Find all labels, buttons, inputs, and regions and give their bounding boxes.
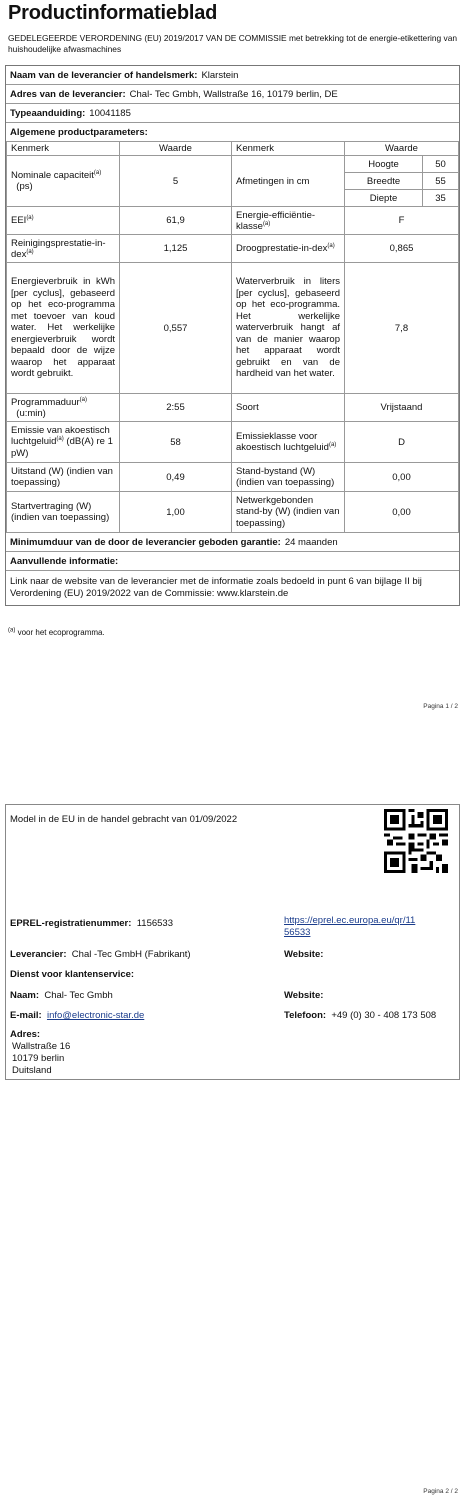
email-row bbox=[10, 1010, 144, 1021]
network-standby-label: Netwerkgebonden stand-by (W) (indien van toepassing) bbox=[232, 492, 345, 533]
energy-consumption-label: Energieverbruik in kWh [per cyclus], gebaseerd op het eco-programma met toevoer van koud water. Het werkelijke energieverbruik wordt bepaald door de wijze waarop het apparaat wordt gebruikt. bbox=[7, 263, 120, 394]
name-row bbox=[10, 990, 113, 1001]
cleaning-value: 1,125 bbox=[120, 235, 232, 263]
header-value-2: Waarde bbox=[345, 142, 459, 156]
water-consumption-value: 7,8 bbox=[345, 263, 459, 394]
supplier-row bbox=[10, 949, 191, 960]
type-value: Vrijstaand bbox=[345, 394, 459, 422]
address-line-3: Duitsland bbox=[12, 1065, 52, 1076]
address-line-1: Wallstraße 16 bbox=[12, 1041, 71, 1052]
supplier-value: Chal -Tec GmbH (Fabrikant) bbox=[71, 949, 191, 960]
supplier-value: Klarstein bbox=[201, 69, 239, 81]
header-value-1: Waarde bbox=[120, 142, 232, 156]
drying-label: Droogprestatie-in-dex$^{(a)}$ bbox=[232, 235, 345, 263]
standby-value: 0,00 bbox=[345, 463, 459, 492]
header-characteristic-2: Kenmerk bbox=[232, 142, 345, 156]
product-info-table bbox=[5, 65, 460, 606]
phone-value: +49 (0) 30 - 408 173 508 bbox=[331, 1010, 437, 1021]
extra-info-text: Link naar de website van de leverancier met de informatie zoals bedoeld in punt 6 van bijlage II bij Verordening (EU) 2019/2022 van de Commissie: www.klarstein.de bbox=[10, 576, 422, 599]
email-label: E-mail: bbox=[10, 1010, 42, 1021]
parameters-table bbox=[6, 141, 459, 533]
energy-class-label: Energie-efficiëntie-klasse$^{(a)}$ bbox=[232, 207, 345, 235]
warranty-value: 24 maanden bbox=[284, 536, 338, 548]
regulation-text: GEDELEGEERDE VERORDENING (EU) 2019/2017 VAN DE COMMISSIE met betrekking tot de energie-etikettering van huishoudelijke afwasmachines bbox=[8, 33, 458, 54]
model-label: Typeaanduiding: bbox=[10, 107, 86, 119]
supplier-label: Leverancier: bbox=[10, 949, 67, 960]
capacity-label: Nominale capaciteit$^{(a)}$ (ps) bbox=[7, 156, 120, 207]
qr-code bbox=[384, 809, 448, 873]
phone-label: Telefoon: bbox=[284, 1010, 327, 1021]
website2-label: Website: bbox=[284, 990, 324, 1001]
warranty-row bbox=[6, 533, 459, 552]
dimensions-values bbox=[345, 156, 459, 207]
page-2 bbox=[0, 750, 464, 1500]
phone-row bbox=[284, 1010, 436, 1021]
width-value: 55 bbox=[423, 173, 458, 190]
warranty-label: Minimumduur van de door de leverancier geboden garantie: bbox=[10, 536, 281, 548]
page-number-1: Pagina 1 / 2 bbox=[423, 703, 458, 710]
noise-class-label: Emissieklasse voor akoestisch luchtgeluid$^{(a)}$ bbox=[232, 422, 345, 463]
eprel-link-line-1[interactable]: https://eprel.ec.europa.eu/qr/11 bbox=[284, 915, 416, 926]
eprel-link-line-2[interactable]: 56533 bbox=[284, 927, 311, 938]
water-consumption-label: Waterverbruik in liters [per cyclus], gebaseerd op het eco-programma. Het werkelijke waterverbruik hangt af van de manier waarop het apparaat wordt gebruikt en van de hardheid van het water. bbox=[232, 263, 345, 394]
supplier-card bbox=[5, 804, 460, 1080]
email-link[interactable]: info@electronic-star.de bbox=[46, 1010, 145, 1021]
placed-on-market-text: Model in de EU in de handel gebracht van 01/09/2022 bbox=[10, 814, 238, 825]
energy-consumption-value: 0,557 bbox=[120, 263, 232, 394]
document-title: Productinformatieblad bbox=[8, 2, 218, 24]
model-value: 10041185 bbox=[89, 107, 131, 119]
noise-class-value: D bbox=[345, 422, 459, 463]
eei-label: EEI$^{(a)}$ bbox=[7, 207, 120, 235]
header-characteristic-1: Kenmerk bbox=[7, 142, 120, 156]
eprel-value: 1156533 bbox=[136, 918, 173, 929]
depth-value: 35 bbox=[423, 190, 458, 207]
cleaning-label: Reinigingsprestatie-in-dex$^{(a)}$ bbox=[7, 235, 120, 263]
supplier-row bbox=[6, 66, 459, 85]
noise-value: 58 bbox=[120, 422, 232, 463]
eprel-row bbox=[10, 918, 173, 929]
customer-service-label: Dienst voor klantenservice: bbox=[10, 969, 135, 980]
name-value: Chal- Tec Gmbh bbox=[44, 990, 113, 1001]
model-row bbox=[6, 104, 459, 123]
address-value: Chal- Tec Gmbh, Wallstraße 16, 10179 berlin, DE bbox=[129, 88, 338, 100]
extra-info-label: Aanvullende informatie: bbox=[10, 555, 119, 567]
general-label: Algemene productparameters: bbox=[10, 126, 148, 138]
dimensions-label: Afmetingen in cm bbox=[232, 156, 345, 207]
address-row bbox=[6, 85, 459, 104]
energy-class-value: F bbox=[345, 207, 459, 235]
network-standby-value: 0,00 bbox=[345, 492, 459, 533]
capacity-value: 5 bbox=[120, 156, 232, 207]
general-row bbox=[6, 123, 459, 141]
name-label: Naam: bbox=[10, 990, 40, 1001]
height-label: Hoogte bbox=[345, 156, 423, 173]
website-label: Website: bbox=[284, 949, 324, 960]
eprel-label: EPREL-registratienummer: bbox=[10, 918, 132, 929]
page-number-2: Pagina 2 / 2 bbox=[423, 1488, 458, 1495]
eei-value: 61,9 bbox=[120, 207, 232, 235]
off-mode-value: 0,49 bbox=[120, 463, 232, 492]
extra-info-row bbox=[6, 552, 459, 571]
footnote: $^{(a)}$ voor het ecoprogramma. bbox=[8, 627, 105, 637]
program-duration-label: Programmaduur$^{(a)}$ (u:min) bbox=[7, 394, 120, 422]
drying-value: 0,865 bbox=[345, 235, 459, 263]
depth-label: Diepte bbox=[345, 190, 423, 207]
width-label: Breedte bbox=[345, 173, 423, 190]
delay-start-value: 1,00 bbox=[120, 492, 232, 533]
delay-start-label: Startvertraging (W) (indien van toepassing) bbox=[7, 492, 120, 533]
extra-info-text-row bbox=[6, 571, 459, 605]
program-duration-value: 2:55 bbox=[120, 394, 232, 422]
supplier-label: Naam van de leverancier of handelsmerk: bbox=[10, 69, 198, 81]
type-label: Soort bbox=[232, 394, 345, 422]
address-label: Adres van de leverancier: bbox=[10, 88, 126, 100]
noise-label: Emissie van akoestisch luchtgeluid$^{(a)}$ (dB(A) re 1 pW) bbox=[7, 422, 120, 463]
address-line-2: 10179 berlin bbox=[12, 1053, 65, 1064]
address-label: Adres: bbox=[10, 1029, 41, 1040]
off-mode-label: Uitstand (W) (indien van toepassing) bbox=[7, 463, 120, 492]
height-value: 50 bbox=[423, 156, 458, 173]
standby-label: Stand-bystand (W) (indien van toepassing) bbox=[232, 463, 345, 492]
